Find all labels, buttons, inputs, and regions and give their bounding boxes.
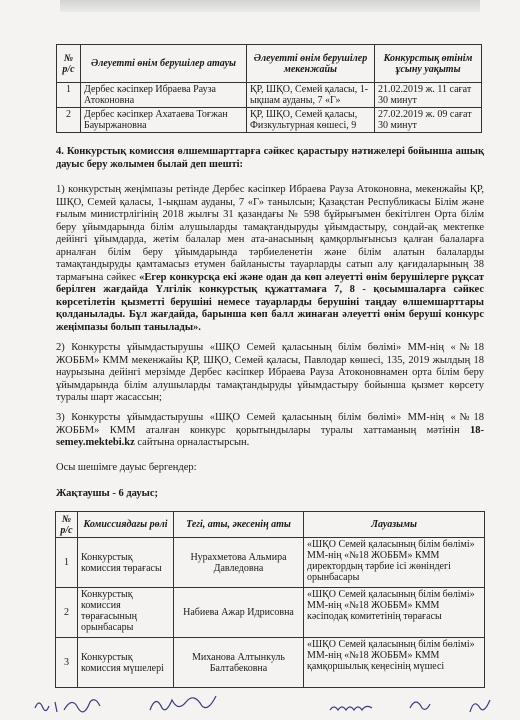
col-number: № р/с [57, 45, 81, 83]
suppliers-table [56, 44, 482, 133]
decision-paragraph-1: 1) конкурстың жеңімпазы ретінде Дербес кәсіпкер Ибраева Рауза Атоконовна, мекенжайы ҚР, ШҚО, Семей қаласы, 1-ықшам ауданы, 7 «Г» танылсын; Қазақстан Республикасы Білім және ғылым министрлігінің 2018 жылғы 31 қазандағы № 598 бұйрығымен бекітілген Орта білім беру ұйымдарында білім алушыларды тамақтандыруды ұйымдастыру, сондай-ақ мектепке дейінгі ұйымдарда, жетім балалар мен ата-анасының қамқорлығынсыз қалған балаларға арналған білім беру ұйымдарында тәрбиеленетін және білім алатын балаларды тамақтандыруды қамтамасыз етумен байланысты тауарларды сатып алу қағидаларының 38 тармағына сәйкес «Егер конкурсқа екі және одан да көп әлеуетті өнім берушілерге рұқсат берілген жағдайда Үлгілік конкурстық құжаттамаға 7, 8 - қосымшаларға сәйкес көрсетілетін қызметті берушіні немесе тауарларды берушіні таңдау өлшемшарттары қолданылады. Бұл жағдайда, барынша көп балл жинаған әлеуетті өнім беруші конкурс жеңімпазы болып танылады». [56, 184, 484, 333]
table-row: 2 Конкурстық комиссия төрағасының орынбасары Набиева Ажар Идрисовна «ШҚО Семей қаласының білім бөлімі» ММ-нің «№18 ЖОББМ» КММ кәсіподақ комитетінің төрағасы [56, 588, 485, 638]
table-row: 1 Конкурстық комиссия төрағасы Нурахметова Альмира Давледовна «ШҚО Семей қаласының білім бөлімі» ММ-нің «№18 ЖОББМ» КММ директордың тәрбие ісі жөніндегі орынбасары [56, 538, 485, 588]
col-submission-time: Конкурстық өтінім ұсыну уақыты [375, 45, 482, 83]
commission-table [55, 511, 485, 688]
table-row: 3 Конкурстық комиссия мүшелері Миханова Алтынкуль Балтабековна «ШҚО Семей қаласының білім бөлімі» ММ-нің «№18 ЖОББМ» КММ қамқоршылық кеңесінің мүшесі [56, 638, 485, 688]
col-supplier-name: Әлеуетті өнім берушілер атауы [81, 45, 247, 83]
decision-paragraph-3: 3) Конкурсты ұйымдастырушы «ШҚО Семей қаласының білім бөлімі» ММ-нің «№18 ЖОББМ» КММ аталған конкурс қорытындылары туралы хаттаманың мәтінін 18-semey.mektebi.kz сайтына орналастырсын. [56, 412, 484, 448]
col-supplier-address: Әлеуетті өнім берушілер мекенжайы [247, 45, 375, 83]
voted-label: Осы шешімге дауыс бергендер: [56, 462, 197, 473]
scan-shadow [60, 0, 480, 12]
col-role: Комиссиядағы рөлі [78, 512, 174, 538]
for-votes-label: Жақтаушы - 6 дауыс; [56, 488, 158, 499]
col-position: Лауазымы [304, 512, 485, 538]
section-4-heading: 4. Конкурстық комиссия өлшемшарттарға сәйкес қарастыру нәтижелері бойынша ашық дауыс беру жолымен былай деп шешті: [56, 146, 484, 170]
signatures-scribble [0, 688, 520, 720]
col-number: № р/с [56, 512, 78, 538]
col-full-name: Тегі, аты, әкесенің аты [174, 512, 304, 538]
table-row: 1 Дербес кәсіпкер Ибраева Рауза Атоконовна ҚР, ШҚО, Семей қаласы, 1-ықшам ауданы, 7 «Г» 21.02.2019 ж. 11 сағат 30 минут [57, 83, 482, 108]
table-row: 2 Дербес кәсіпкер Ахатаева Тоғжан Бауыржановна ҚР, ШҚО, Семей қаласы, Физкультурная көшесі, 9 27.02.2019 ж. 09 сағат 30 минут [57, 108, 482, 133]
decision-paragraph-2: 2) Конкурсты ұйымдастырушы «ШҚО Семей қаласының білім бөлімі» ММ-нің «№18 ЖОББМ» КММ мекенжайы ҚР, ШҚО, Семей қаласы, Павлодар көшесі, 135, 2019 жылдың 18 наурызына дейінгі мерзімде Дербес кәсіпкер Ибраева Рауза Атоконовнамен орта білім беру ұйымдарында білім алушыларды тамақтандыруды ұйымдастыру бойынша қызмет көрсету туралы шарт жасассын; [56, 342, 484, 403]
site-link[interactable]: 18-semey.mektebi.kz [56, 424, 484, 448]
